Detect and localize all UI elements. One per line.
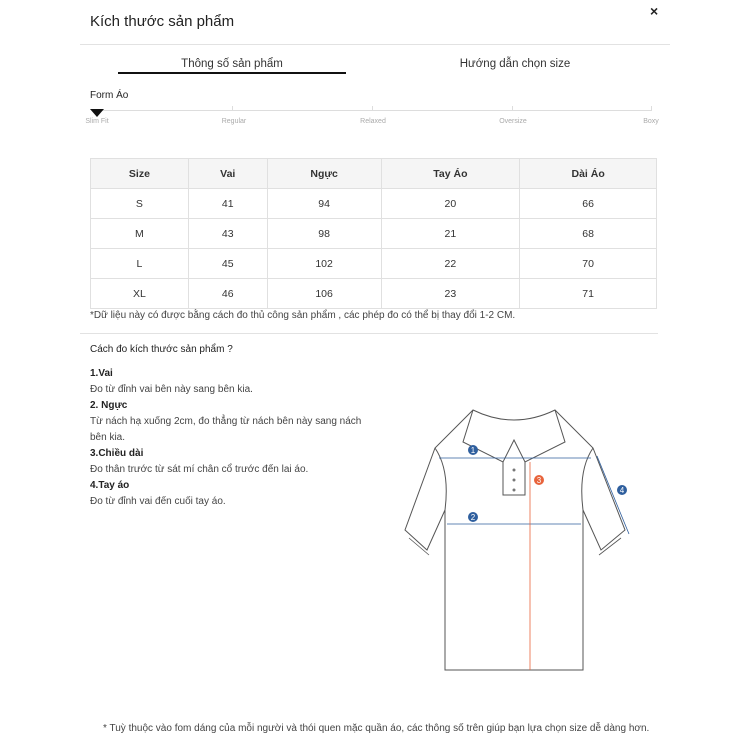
table-cell: 70 <box>520 249 657 279</box>
howto-title: Cách đo kích thước sản phẩm ? <box>90 344 233 355</box>
measure-item <box>90 398 370 446</box>
table-cell: 45 <box>188 249 267 279</box>
table-cell: M <box>91 219 189 249</box>
table-cell: L <box>91 249 189 279</box>
table-row <box>91 189 657 219</box>
tab-size-guide[interactable]: Hướng dẫn chọn size <box>459 58 571 70</box>
measure-desc: Đo từ đỉnh vai bên này sang bên kia. <box>90 384 253 395</box>
table-cell: 20 <box>381 189 520 219</box>
measure-desc: Đo thân trước từ sát mí chân cổ trước đến lai áo. <box>90 464 309 475</box>
marker-label: 3 <box>536 476 542 485</box>
slider-tick <box>512 106 513 111</box>
header-nguc: Ngực <box>267 159 381 189</box>
measure-desc: Từ nách hạ xuống 2cm, đo thẳng từ nách bên này sang nách bên kia. <box>90 416 362 443</box>
fit-option-regular: Regular <box>221 118 247 125</box>
slider-tick <box>232 106 233 111</box>
table-cell: 41 <box>188 189 267 219</box>
table-cell: 21 <box>381 219 520 249</box>
slider-tick <box>372 106 373 111</box>
slider-pointer-icon <box>90 109 104 117</box>
table-cell: XL <box>91 279 189 309</box>
active-tab-indicator <box>118 72 346 74</box>
modal-title: Kích thước sản phẩm <box>90 13 235 30</box>
table-row <box>91 219 657 249</box>
measure-title: 4.Tay áo <box>90 480 130 491</box>
form-label: Form Áo <box>90 90 129 101</box>
table-cell: 66 <box>520 189 657 219</box>
measure-title: 1.Vai <box>90 368 113 379</box>
close-icon[interactable]: × <box>650 3 659 19</box>
table-cell: 94 <box>267 189 381 219</box>
divider <box>80 333 658 334</box>
header-tay-ao: Tay Áo <box>381 159 520 189</box>
header-vai: Vai <box>188 159 267 189</box>
slider-tick <box>651 106 652 111</box>
footnote: * Tuỳ thuộc vào fom dáng của mỗi người và thói quen mặc quần áo, các thông số trên giúp bạn lựa chọn size dễ dàng hơn. <box>103 723 650 734</box>
measure-item <box>90 446 380 478</box>
table-row <box>91 249 657 279</box>
tab-product-specs[interactable]: Thông số sản phẩm <box>181 58 283 70</box>
table-cell: 22 <box>381 249 520 279</box>
table-cell: 98 <box>267 219 381 249</box>
table-cell: 46 <box>188 279 267 309</box>
table-cell: S <box>91 189 189 219</box>
measure-item <box>90 366 380 398</box>
table-cell: 71 <box>520 279 657 309</box>
fit-option-oversize: Oversize <box>499 118 527 125</box>
table-cell: 23 <box>381 279 520 309</box>
shirt-diagram <box>395 400 645 680</box>
table-header-row <box>91 159 657 189</box>
marker-label: 1 <box>470 446 476 455</box>
table-cell: 68 <box>520 219 657 249</box>
measure-desc: Đo từ đỉnh vai đến cuối tay áo. <box>90 496 226 507</box>
table-cell: 102 <box>267 249 381 279</box>
header-size: Size <box>91 159 189 189</box>
table-cell: 106 <box>267 279 381 309</box>
fit-option-boxy: Boxy <box>643 118 659 125</box>
fit-option-slim: Slim Fit <box>85 118 109 125</box>
measure-item <box>90 478 380 510</box>
header-dai-ao: Dài Áo <box>520 159 657 189</box>
marker-label: 2 <box>470 513 476 522</box>
marker-label: 4 <box>619 486 625 495</box>
measurement-note: *Dữ liệu này có được bằng cách đo thủ công sản phẩm , các phép đo có thể bị thay đổi 1-2 CM. <box>90 310 516 321</box>
size-table <box>90 158 657 309</box>
table-row <box>91 279 657 309</box>
measure-title: 3.Chiều dài <box>90 448 144 459</box>
fit-option-relaxed: Relaxed <box>360 118 386 125</box>
measure-title: 2. Ngực <box>90 400 128 411</box>
table-cell: 43 <box>188 219 267 249</box>
divider <box>80 44 670 45</box>
